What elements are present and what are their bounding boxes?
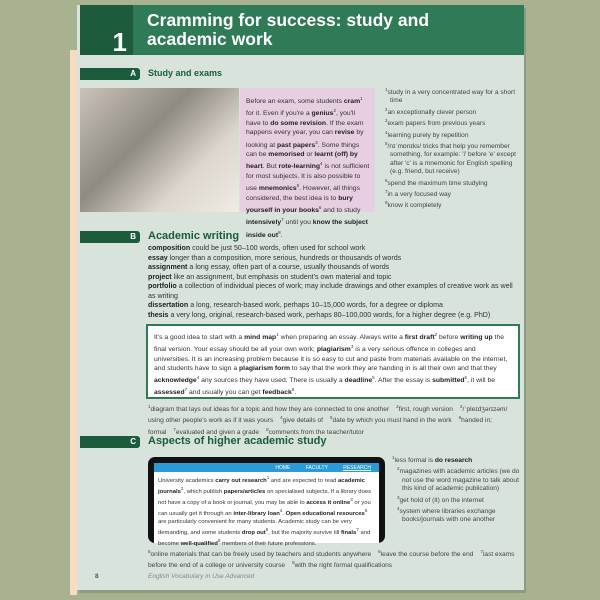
- term: portfolio: [148, 282, 177, 290]
- footnote-text: diagram that lays out ideas for a topic and how they are connected to one another: [150, 406, 390, 413]
- footnote-number: 3: [397, 494, 400, 500]
- term: composition: [148, 244, 191, 252]
- section-a-heading: Study and exams: [148, 68, 223, 78]
- key-term: mind map: [244, 334, 277, 341]
- text-run: . After the essay is: [374, 377, 433, 385]
- definition-item: [148, 301, 520, 311]
- unit-title: Cramming for success: study and academic work: [147, 10, 430, 49]
- footnote-ref: 3: [350, 344, 354, 350]
- footnote: [385, 199, 520, 210]
- key-term: past papers: [276, 141, 316, 149]
- footnote: [385, 129, 520, 140]
- unit-number: 1: [80, 5, 133, 55]
- book-title: English Vocabulary in Use Advanced: [148, 573, 255, 580]
- text-run: . But: [262, 163, 279, 171]
- footnote-text: spend the maximum time studying: [387, 179, 488, 187]
- page-edge: [70, 50, 77, 595]
- text-run: and are expected to read: [269, 478, 339, 484]
- section-b-label: B: [80, 231, 140, 243]
- nav-research[interactable]: RESEARCH: [343, 465, 371, 471]
- footnote-number: 8: [385, 200, 388, 206]
- text-run: and usually you can get: [187, 389, 263, 397]
- text-run: less formal is: [394, 457, 435, 464]
- definition-item: [148, 244, 520, 254]
- tablet-screen: [154, 463, 379, 547]
- text-run: .: [282, 511, 286, 517]
- footnote: [397, 494, 520, 505]
- footnote-text: learning purely by repetition: [387, 131, 469, 139]
- term: project: [148, 272, 172, 281]
- definition-item: [148, 311, 520, 321]
- footnote-ref: 4: [320, 161, 323, 167]
- footnote-number: 7: [385, 189, 388, 195]
- key-term: drop out: [241, 530, 266, 536]
- essay-box: [146, 324, 520, 399]
- footnote-number: 2: [385, 106, 388, 112]
- section-c-label: C: [80, 436, 140, 448]
- footnote-text: handed in; formal: [148, 417, 492, 436]
- key-term: plagiarism form: [239, 364, 291, 372]
- footnote-ref: 2: [333, 108, 336, 114]
- note-1: [395, 457, 473, 464]
- footnote-ref: 5: [372, 375, 375, 381]
- footnote-number: 2: [396, 404, 399, 409]
- footnote-number: 6: [378, 549, 381, 554]
- footnote-text: know it completely: [387, 202, 442, 210]
- page: [77, 5, 524, 590]
- footnote-text: an exceptionally clever person: [387, 108, 477, 116]
- footnote-ref: 6: [265, 527, 269, 532]
- footnote-ref: 2: [434, 332, 438, 337]
- definition: a long, research-based work, perhaps 10–15,000 words, for a degree or diploma: [190, 301, 443, 309]
- definition: like an assignment, but emphasis on student's own material and topic: [173, 272, 392, 281]
- footnote-ref: 8: [217, 538, 221, 543]
- footnote-text: get hold of (it) on the internet: [399, 496, 484, 504]
- footnote: [397, 465, 520, 493]
- section-c-heading: Aspects of higher academic study: [148, 435, 327, 447]
- key-term: intensively: [246, 219, 282, 227]
- page-number: 8: [95, 573, 99, 580]
- text-run: members of their future professions.: [220, 541, 317, 547]
- key-term: acknowledge: [154, 377, 197, 385]
- footnote-ref: 5: [364, 508, 368, 513]
- footnote-ref: 1: [266, 475, 270, 480]
- footnote-number: 3: [385, 118, 388, 124]
- text-run: for it. Even if you're a: [246, 110, 312, 118]
- key-term: papers/articles: [223, 489, 266, 495]
- footnote-number: 8: [266, 426, 269, 432]
- key-term: well-qualified: [180, 541, 218, 547]
- study-exams-text: [240, 88, 375, 239]
- text-run: , but the majority survive till: [268, 530, 341, 536]
- key-term: memorised: [268, 151, 305, 159]
- key-term: access it online: [306, 500, 351, 506]
- footnote-ref: 4: [279, 508, 283, 513]
- definitions-list: [148, 244, 520, 320]
- footnote-ref: 2: [180, 486, 184, 491]
- key-term: mnemonics: [258, 185, 297, 193]
- definition-item: [148, 273, 520, 283]
- key-term: know the subject inside out: [246, 219, 368, 239]
- definition: longer than a composition, more serious, hundreds or thousands of words: [169, 253, 402, 262]
- footnote: [385, 177, 520, 188]
- text-run: to say that the work they are handing in is all their own and that they: [290, 364, 497, 372]
- footnote-ref: 7: [184, 387, 188, 393]
- text-run: .: [294, 389, 297, 397]
- section-a-label: A: [80, 68, 140, 80]
- key-term: revise: [334, 129, 355, 137]
- key-term: assessed: [154, 389, 185, 397]
- key-term: carry out research: [215, 478, 267, 484]
- footnote-number: 6: [385, 177, 388, 183]
- footnote-ref: 8: [278, 229, 281, 235]
- text-run: , which publish: [183, 489, 224, 495]
- footnote-number: 6: [458, 415, 462, 421]
- footnote-ref: 3: [315, 139, 318, 145]
- key-term: learnt (off) by heart: [246, 151, 358, 171]
- text-run: . However, all things considered, the best idea is to: [246, 185, 360, 202]
- footnote-text: magazines with academic articles (we do not use the word magazine to talk about this kind of academic publication): [399, 468, 520, 493]
- key-term: plagiarism: [316, 346, 351, 354]
- footnote-number: 4: [385, 129, 388, 135]
- definition: could be just 50–100 words, often used for school work: [192, 244, 366, 252]
- definition: a collection of individual pieces of work; may include drawings and other examples of creative work as well as writing: [148, 282, 513, 300]
- key-term: finals: [340, 530, 357, 536]
- text-run: , it will be: [467, 377, 496, 385]
- key-term: genius: [311, 110, 334, 118]
- footnote-text: comments from the teacher/tutor: [268, 428, 364, 436]
- key-term: cram: [343, 98, 361, 105]
- footnote-text: /ˈpleɪdʒərɪzəm/ using other people's work as if it was yours: [148, 406, 508, 425]
- text-run: and become: [158, 530, 371, 547]
- footnote-ref: 3: [350, 497, 353, 502]
- footnote-number: 8: [292, 560, 295, 566]
- footnote-ref: 5: [296, 183, 300, 189]
- text-run: .: [280, 231, 283, 239]
- key-term: submitted: [432, 377, 465, 385]
- footnote-text: with the right formal qualifications: [294, 562, 393, 570]
- key-term: first draft: [404, 334, 435, 341]
- footnote-number: 4: [397, 506, 400, 512]
- footnote-ref: 1: [360, 96, 363, 101]
- term: dissertation: [148, 301, 189, 309]
- term: assignment: [148, 263, 188, 271]
- footnote-ref: 6: [318, 205, 322, 211]
- text-run: It's a good idea to start with a: [154, 334, 245, 341]
- key-term: academic journals: [158, 478, 365, 495]
- research-text: [154, 472, 379, 550]
- footnote-number: 7: [173, 426, 176, 432]
- section-c-notes: $^1$less formal is do research $^2$magazines with academic articles (we do not use the word magazine to talk about this kind of academic publication) $^3$get hold of (it) on the internet $^4$system where libraries exchange books/journals with one another: [392, 455, 520, 524]
- key-term: do some revision: [270, 119, 327, 127]
- footnote-number: 3: [459, 404, 463, 409]
- nav-faculty[interactable]: FACULTY: [305, 465, 328, 471]
- text-run: . Some things can be: [246, 141, 360, 159]
- definition: a very long, original, research-based work, perhaps 80–100,000 words, for a higher degree (e.g. PhD): [170, 310, 491, 319]
- key-term: Open educational resources: [285, 511, 365, 517]
- footnote-text: /nɪˈmɒnɪks/ tricks that help you remember something, for example: 'i' before 'e' except after 'c' is a mnemonic for English spelling (e.g. friend, but receive): [387, 143, 516, 176]
- footnote-number: 5: [329, 415, 333, 421]
- text-run: or: [304, 151, 315, 159]
- students-exam-photo: [80, 88, 239, 212]
- text-run: Before an exam, some students: [246, 98, 344, 105]
- text-run: or you can usually get it through an: [158, 500, 371, 517]
- section-b-heading: Academic writing: [148, 230, 240, 242]
- definition-item: [148, 263, 520, 273]
- definition-item: [148, 282, 520, 301]
- footnote-text: in a very focused way: [387, 191, 451, 199]
- footnote-ref: 7: [281, 217, 284, 223]
- footnote-number: 2: [397, 466, 400, 472]
- text-run: is not sufficient for most subjects. It is also possible to use: [246, 163, 370, 193]
- nav-home[interactable]: HOME: [275, 465, 291, 471]
- text-run: is a very serious offence in colleges and universities. It is an increasing problem because it is so easy to cut and paste from materials available on the internet, and students have to sign a: [154, 346, 508, 372]
- key-term: rote-learning: [278, 163, 321, 171]
- footnote: [397, 505, 520, 525]
- text-run: any sources they have used. There is usually a: [199, 377, 345, 385]
- footnote-text: study in a very concentrated way for a short time: [387, 89, 516, 105]
- footnote-number: 4: [280, 415, 283, 421]
- term: thesis: [148, 310, 169, 319]
- section-c-bottom-notes: [148, 548, 520, 571]
- tablet-device: [148, 457, 385, 547]
- footnote-text: evaluated and given a grade: [175, 428, 260, 436]
- footnote-ref: 1: [276, 332, 279, 337]
- footnote-text: first, rough version: [398, 406, 453, 413]
- text-run: are particularly convenient for many students. Academic study can be very demanding, and some students: [158, 519, 352, 536]
- website-nav: [154, 463, 379, 472]
- footnote: [385, 117, 520, 128]
- key-term: inter-library loan: [233, 511, 280, 517]
- text-run: when preparing an essay. Always write a: [278, 334, 405, 341]
- footnote-text: date by which you must hand in the work: [332, 417, 452, 425]
- key-term: deadline: [344, 377, 373, 385]
- text-run: on specialised subjects. If a library does not have a copy of a book or journal, you may be able to: [158, 489, 372, 506]
- footnote-ref: 4: [196, 375, 200, 381]
- footnote-text: exam papers from previous years: [387, 120, 486, 128]
- footnote-number: 7: [480, 549, 483, 554]
- footnote-ref: 8: [291, 387, 295, 393]
- footnote-number: 1: [148, 404, 151, 409]
- section-b-notes: [148, 403, 520, 437]
- key-term: bury yourself in your books: [246, 194, 353, 215]
- term: essay: [148, 253, 168, 262]
- footnote-text: leave the course before the end: [380, 551, 474, 558]
- footnote-text: last exams before the end of a college or university course: [148, 551, 515, 570]
- footnote: [385, 106, 520, 117]
- footnote-text: online materials that can be freely used by teachers and students anywhere: [150, 551, 372, 558]
- text-run: by looking at: [246, 129, 364, 149]
- footnote-text: give details of: [282, 417, 323, 425]
- footnote-number: 5: [148, 549, 151, 554]
- footnote-ref: 7: [356, 527, 359, 532]
- section-a-notes: [385, 86, 520, 211]
- footnote-number: 5: [385, 141, 388, 147]
- text-run: before: [437, 334, 461, 341]
- text-run: the final version. Your essay should be all your own work;: [154, 334, 505, 354]
- definition-item: [148, 254, 520, 264]
- key-term: feedback: [262, 389, 292, 397]
- footnote-ref: 6: [464, 375, 468, 381]
- key-term: writing up: [460, 334, 493, 341]
- footnote-number: 1: [385, 87, 388, 92]
- text-run: . If the exam happens every year, you can: [246, 119, 364, 137]
- footnote: [385, 188, 520, 199]
- definition: a long essay, often part of a course, usually thousands of words: [189, 263, 390, 271]
- text-run: , you'll have to: [246, 110, 356, 127]
- key-term: do research: [434, 457, 473, 464]
- footnote: [385, 86, 520, 106]
- footnote-text: system where libraries exchange books/journals with one another: [399, 508, 496, 524]
- footnote: [385, 140, 520, 177]
- text-run: University academics: [158, 478, 216, 484]
- text-run: and to study: [321, 207, 361, 215]
- text-run: until you: [283, 219, 313, 227]
